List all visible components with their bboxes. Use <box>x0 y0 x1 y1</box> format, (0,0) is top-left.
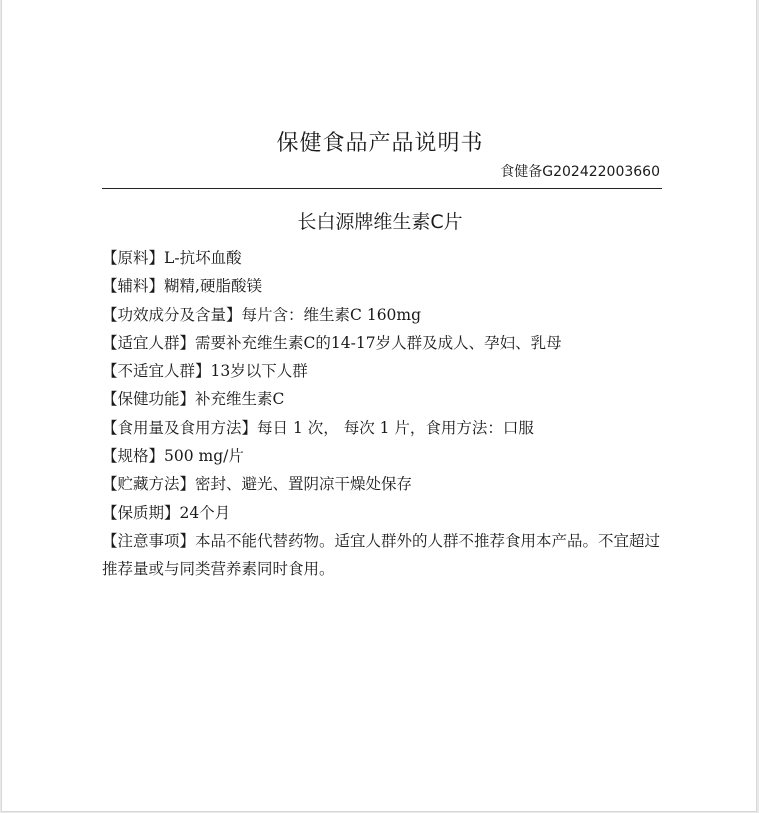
divider-line <box>102 188 662 189</box>
field-value: 需要补充维生素C的14-17岁人群及成人、孕妇、乳母 <box>195 333 562 352</box>
field-row-health-function <box>102 385 662 413</box>
field-label: 【 食用量及食用方法 】 <box>102 419 257 437</box>
field-label: 【 适宜人群 】 <box>102 334 195 352</box>
field-label: 【 贮藏方法 】 <box>102 475 195 493</box>
field-value: 13岁以下人群 <box>210 362 308 381</box>
field-value: 糊精,硬脂酸镁 <box>164 277 262 296</box>
field-value: 本品不能代替药物。适宜人群外的人群不推荐食用本产品。不宜超过推荐量或与同类营养素同时食用。 <box>102 531 661 579</box>
document-title: 保健食品产品说明书 <box>276 131 484 156</box>
field-row-ingredients <box>102 244 662 272</box>
product-name: 长白源牌维生素C片 <box>297 211 463 233</box>
field-value: 500 mg/片 <box>164 447 244 466</box>
field-label: 【 保质期 】 <box>102 504 180 522</box>
field-row-excipients <box>102 272 662 300</box>
field-row-functional-content <box>102 301 662 329</box>
field-value: 补充维生素C <box>195 390 285 409</box>
field-row-shelf-life <box>102 499 662 527</box>
field-label: 【 功效成分及含量 】 <box>102 306 242 324</box>
filing-number: 食健备G202422003660 <box>500 164 660 180</box>
document-page <box>1 0 757 812</box>
field-label: 【 原料 】 <box>102 249 164 267</box>
field-value: 每日 1 次， 每次 1 片，食用方法：口服 <box>257 418 534 437</box>
field-row-storage <box>102 470 662 498</box>
field-value: L-抗坏血酸 <box>164 249 242 267</box>
field-row-specification <box>102 442 662 470</box>
field-list <box>102 244 662 584</box>
field-row-dosage <box>102 414 662 442</box>
field-label: 【 注意事项 】 <box>102 532 195 550</box>
field-label: 【 不适宜人群 】 <box>102 362 211 380</box>
field-value: 每片含：维生素C 160mg <box>241 305 422 324</box>
field-value: 24个月 <box>179 503 231 522</box>
field-row-suitable-population <box>102 329 662 357</box>
field-label: 【 规格 】 <box>102 447 164 465</box>
field-label: 【 保健功能 】 <box>102 390 195 408</box>
field-label: 【 辅料 】 <box>102 277 164 295</box>
field-row-precautions <box>102 527 662 584</box>
field-row-unsuitable-population <box>102 357 662 385</box>
field-value: 密封、避光、置阴凉干燥处保存 <box>195 475 413 494</box>
